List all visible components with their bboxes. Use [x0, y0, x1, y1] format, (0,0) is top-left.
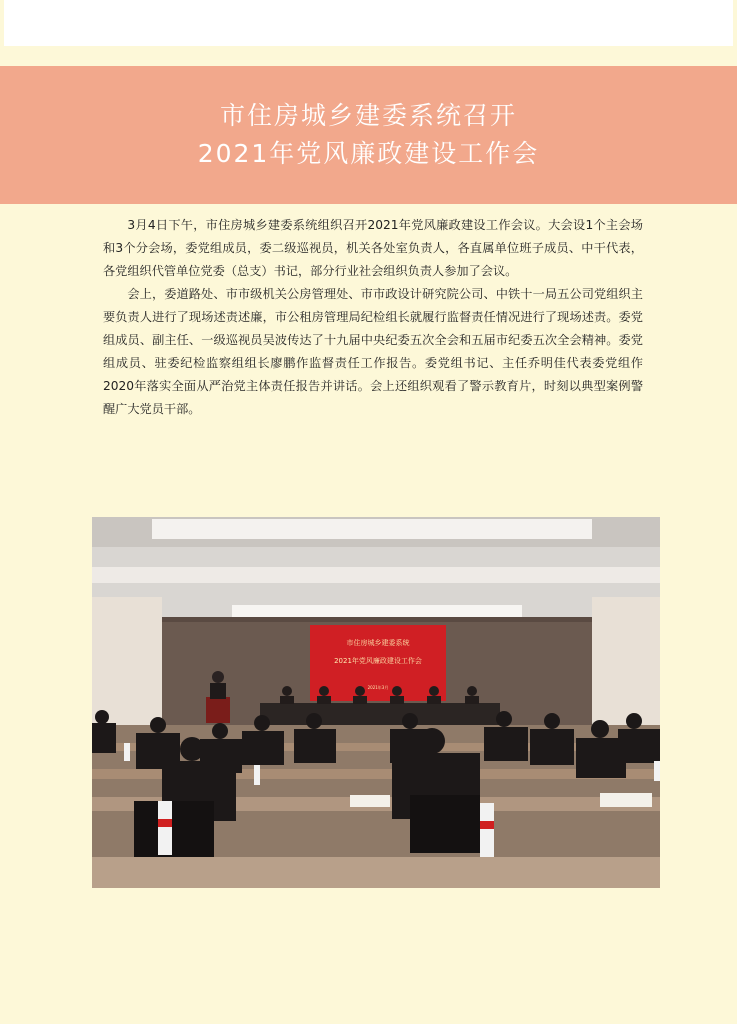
article-body: [103, 214, 643, 421]
screen-text-line2: 2021年党风廉政建设工作会: [334, 657, 422, 665]
meeting-photo: [92, 517, 660, 888]
screen-text-line1: 市住房城乡建委系统: [346, 639, 410, 647]
page-title-line2: 2021年党风廉政建设工作会: [197, 139, 540, 168]
screen-date: 2021年3月: [367, 685, 389, 690]
article-paragraph-1: 3月4日下午，市住房城乡建委系统组织召开2021年党风廉政建设工作会议。大会设1个主会场和3个分会场，委党组成员，委二级巡视员，机关各处室负责人，各直属单位班子成员、中干代表，各党组织代管单位党委（总支）书记，部分行业社会组织负责人参加了会议。: [103, 218, 643, 278]
article-paragraph-2: 会上，委道路处、市市级机关公房管理处、市市政设计研究院公司、中铁十一局五公司党组织主要负责人进行了现场述责述廉，市公租房管理局纪检组长就履行监督责任情况进行了现场述责。委党组成员、副主任、一级巡视员吴波传达了十九届中央纪委五次全会和五届市纪委五次全会精神。委党组成员、驻委纪检监察组组长廖鹏作监督责任工作报告。委党组书记、主任乔明佳代表委党组作2020年落实全面从严治党主体责任报告并讲话。会上还组织观看了警示教育片，时刻以典型案例警醒广大党员干部。: [103, 287, 643, 416]
title-banner: [0, 66, 737, 204]
page-title-line1: 市住房城乡建委系统召开: [219, 101, 517, 130]
top-strip: [0, 0, 737, 66]
top-white-margin: [4, 0, 733, 46]
